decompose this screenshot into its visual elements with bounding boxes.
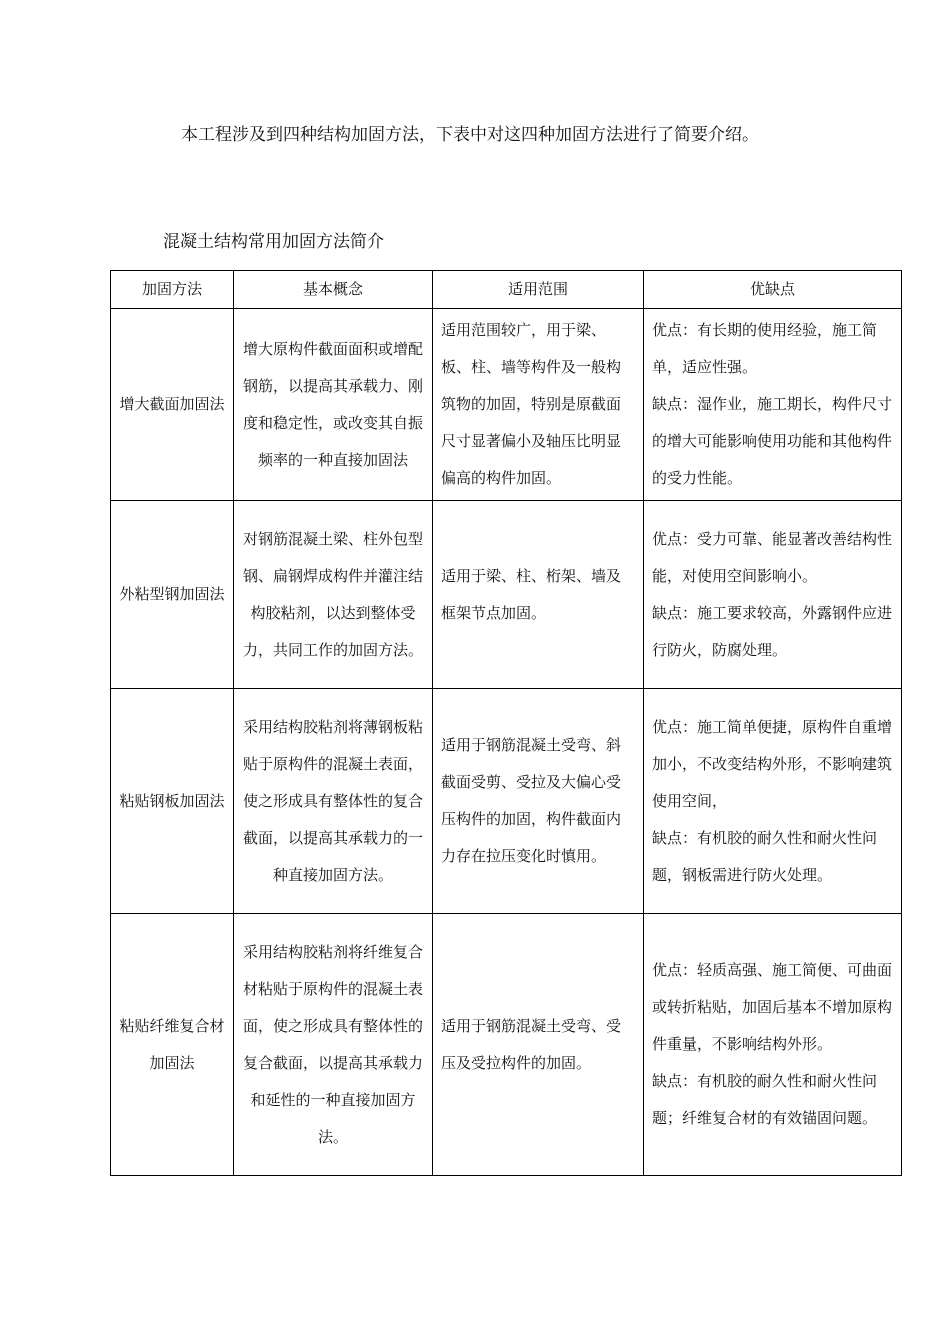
- pros-text: 优点：受力可靠、能显著改善结构性能，对使用空间影响小。: [652, 529, 893, 585]
- scope-cell: 适用范围较广，用于梁、板、柱、墙等构件及一般构筑物的加固，特别是原截面尺寸显著偏小及轴压比明显偏高的构件加固。: [433, 309, 644, 501]
- pros-text: 优点：轻质高强、施工简便、可曲面或转折粘贴，加固后基本不增加原构件重量，不影响结构外形。: [652, 961, 893, 1053]
- scope-cell: 适用于钢筋混凝土受弯、受压及受拉构件的加固。: [433, 914, 644, 1176]
- table-caption: 混凝土结构常用加固方法简介: [163, 232, 384, 252]
- header-concept: 基本概念: [234, 271, 433, 309]
- pros-text: 优点：施工简单便捷，原构件自重增加小，不改变结构外形，不影响建筑使用空间，: [652, 717, 893, 810]
- table-row: [111, 501, 902, 689]
- pros-text: 优点：有长期的使用经验，施工简单，适应性强。: [652, 321, 878, 376]
- table-header-row: [111, 271, 902, 309]
- concept-cell: 采用结构胶粘剂将薄钢板粘贴于原构件的混凝土表面，使之形成具有整体性的复合截面，以提高其承载力的一种直接加固方法。: [234, 689, 433, 914]
- cons-text: 缺点：湿作业，施工期长，构件尺寸的增大可能影响使用功能和其他构件的受力性能。: [652, 395, 893, 487]
- table-row: [111, 914, 902, 1176]
- concept-cell: 对钢筋混凝土梁、柱外包型钢、扁钢焊成构件并灌注结构胶粘剂，以达到整体受力，共同工作的加固方法。: [234, 501, 433, 689]
- method-cell: 增大截面加固法: [111, 309, 234, 501]
- header-pros-cons: 优缺点: [644, 271, 902, 309]
- concept-cell: 增大原构件截面面积或增配钢筋，以提高其承载力、刚度和稳定性，或改变其自振频率的一种直接加固法: [234, 309, 433, 501]
- table-row: [111, 689, 902, 914]
- cons-text: 缺点：有机胶的耐久性和耐火性问题，钢板需进行防火处理。: [652, 828, 878, 884]
- cons-text: 缺点：有机胶的耐久性和耐火性问题；纤维复合材的有效锚固问题。: [652, 1072, 878, 1127]
- pros-cons-cell: [644, 914, 902, 1176]
- scope-cell: 适用于钢筋混凝土受弯、斜截面受剪、受拉及大偏心受压构件的加固，构件截面内力存在拉压变化时慎用。: [433, 689, 644, 914]
- table-row: [111, 309, 902, 501]
- intro-paragraph: 本工程涉及到四种结构加固方法，下表中对这四种加固方法进行了简要介绍。: [181, 125, 759, 145]
- reinforcement-methods-table: [110, 270, 902, 1176]
- scope-cell: 适用于梁、柱、桁架、墙及框架节点加固。: [433, 501, 644, 689]
- header-scope: 适用范围: [433, 271, 644, 309]
- concept-cell: 采用结构胶粘剂将纤维复合材粘贴于原构件的混凝土表面，使之形成具有整体性的复合截面，以提高其承载力和延性的一种直接加固方法。: [234, 914, 433, 1176]
- method-cell: 粘贴钢板加固法: [111, 689, 234, 914]
- cons-text: 缺点：施工要求较高，外露钢件应进行防火，防腐处理。: [652, 603, 893, 659]
- method-cell: 外粘型钢加固法: [111, 501, 234, 689]
- header-method: 加固方法: [111, 271, 234, 309]
- pros-cons-cell: [644, 501, 902, 689]
- pros-cons-cell: [644, 309, 902, 501]
- method-cell: 粘贴纤维复合材加固法: [111, 914, 234, 1176]
- pros-cons-cell: [644, 689, 902, 914]
